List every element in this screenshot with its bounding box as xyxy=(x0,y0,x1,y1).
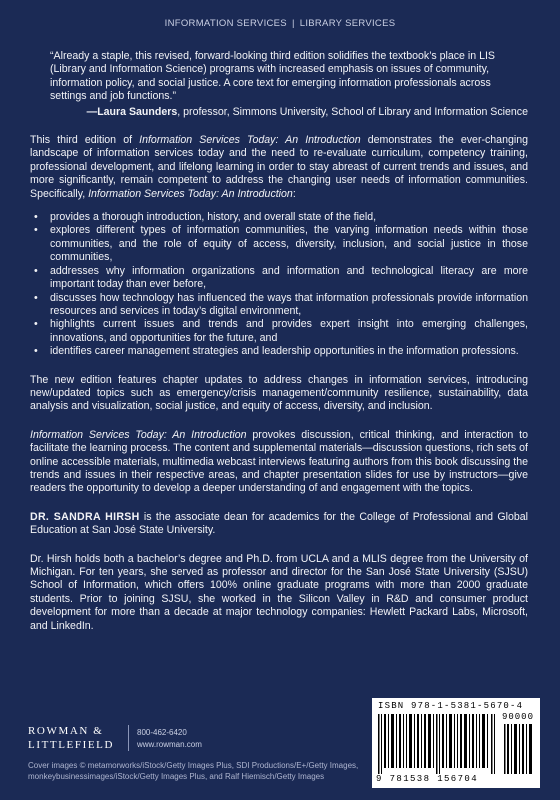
list-item xyxy=(30,292,528,319)
author-bio-intro xyxy=(30,511,528,538)
list-item-text: highlights current issues and trends and provides expert insight into emerging challenges, innovations, and opportunities for the future, and xyxy=(50,318,528,344)
publisher-contact xyxy=(137,727,202,751)
list-item xyxy=(30,211,528,224)
author-bio-text: is the associate dean for academics for the College of Professional and Global Education at San José State University. xyxy=(30,510,528,537)
barcode-digits: 9 781538 156704 xyxy=(376,774,479,784)
book-title-italic-2: Information Services Today: An Introduction xyxy=(88,187,293,200)
image-credits: Cover images © metamorworks/iStock/Getty Images Plus, SDI Productions/E+/Getty Images, monkeybusinessimages/iStock/Getty Images Plus, and Ralf Hiemisch/Getty Images xyxy=(28,761,359,781)
bullet-icon: • xyxy=(34,211,38,224)
quote-attribution xyxy=(50,106,528,119)
publisher-website: www.rowman.com xyxy=(137,740,202,749)
endorsement-quote xyxy=(30,50,528,119)
list-item xyxy=(30,224,528,264)
new-edition-paragraph: The new edition features chapter updates to address changes in information services, introducing new/updated topics such as emergency/crisis management/community resilience, sustainability, data analysis and visualization, social justice, and equity of access, diversity, and inclusion. xyxy=(30,373,528,413)
back-cover-text xyxy=(30,50,528,633)
quote-author: —Laura Saunders xyxy=(86,105,178,118)
quote-text: “Already a staple, this revised, forward-looking third edition solidifies the textbook’s place in LIS (Library and Information Science) programs with increased emphasis on issues of community, information policy, and social justice. A core text for emerging information professionals across settings and job functions.” xyxy=(50,50,495,103)
list-item-text: explores different types of information communities, the varying information needs within those communities, and the role of equity of access, diversity, inclusion, and social justice in those communities, xyxy=(50,224,528,264)
intro-text-3: : xyxy=(292,187,296,200)
header-left: INFORMATION SERVICES xyxy=(164,18,287,29)
intro-text-2: demonstrates the ever-changing landscape of information services today and the need to re-evaluate curriculum, competency training, professional development, and lifelong learning in order to stay abreast of current trends and issues, and more significantly, remain competent to address the changing user needs of information communities. Specifically, xyxy=(30,134,528,200)
book-title-italic-3: Information Services Today: An Introduction xyxy=(30,428,247,441)
bullet-icon: • xyxy=(34,291,38,304)
book-title-italic: Information Services Today: An Introduction xyxy=(139,134,361,147)
footer-divider xyxy=(128,725,129,751)
isbn-number: ISBN 978-1-5381-5670-4 xyxy=(378,701,524,711)
author-bio-details: Dr. Hirsh holds both a bachelor’s degree and Ph.D. from UCLA and a MLIS degree from the University of Michigan. For ten years, she served as professor and director for the San José State University (SJSU) School of Information, which offers 100% online graduate programs with more than 2000 graduate students. Prior to joining SJSU, she worked in the Silicon Valley in R&D and consumer product development for more than a decade at major technology companies: Hewlett Packard Labs, Microsoft, and LinkedIn. xyxy=(30,552,528,632)
bullet-icon: • xyxy=(34,224,38,237)
list-item xyxy=(30,318,528,345)
feature-list xyxy=(30,211,528,358)
publisher-logo-line1: ROWMAN & xyxy=(28,725,104,737)
list-item-text: provides a thorough introduction, history, and overall state of the field, xyxy=(50,211,377,224)
series-header xyxy=(0,18,560,29)
publisher-phone: 800-462-6420 xyxy=(137,728,187,737)
barcode-bars-icon xyxy=(378,714,498,774)
bullet-icon: • xyxy=(34,264,38,277)
discussion-paragraph xyxy=(30,429,528,496)
header-separator: | xyxy=(291,18,295,29)
publisher-logo-line2: LITTLEFIELD xyxy=(28,739,115,751)
price-barcode-icon xyxy=(504,724,534,774)
list-item-text: discusses how technology has influenced the ways that information professionals provide information resources and services in today’s digital environment, xyxy=(50,291,528,317)
intro-paragraph xyxy=(30,134,528,201)
publisher-logo xyxy=(28,724,128,752)
quote-author-title: , professor, Simmons University, School of Library and Information Science xyxy=(177,105,528,118)
list-item-text: addresses why information organizations and information and technological literacy are more important today than ever before, xyxy=(50,264,528,291)
header-right: LIBRARY SERVICES xyxy=(299,18,396,29)
discussion-text: provokes discussion, critical thinking, and interaction to facilitate the learning process. The content and supplemental materials—discussion questions, rich sets of online accessible materials, multimedia webcast interviews featuring authors from this book discussing the trends and issues in their respective areas, and chapter presentation slides for use by instructors—give readers the opportunity to develop a deeper understanding of and engagement with the topics. xyxy=(30,428,528,495)
intro-text-1: This third edition of xyxy=(30,134,140,147)
bullet-icon: • xyxy=(34,318,38,331)
author-name: DR. SANDRA HIRSH xyxy=(30,510,140,523)
price-code: 90000 xyxy=(501,712,534,722)
list-item xyxy=(30,265,528,292)
list-item-text: identifies career management strategies and leadership opportunities in the information professions. xyxy=(50,345,519,358)
list-item xyxy=(30,345,528,358)
isbn-barcode xyxy=(372,698,540,788)
bullet-icon: • xyxy=(34,345,38,358)
